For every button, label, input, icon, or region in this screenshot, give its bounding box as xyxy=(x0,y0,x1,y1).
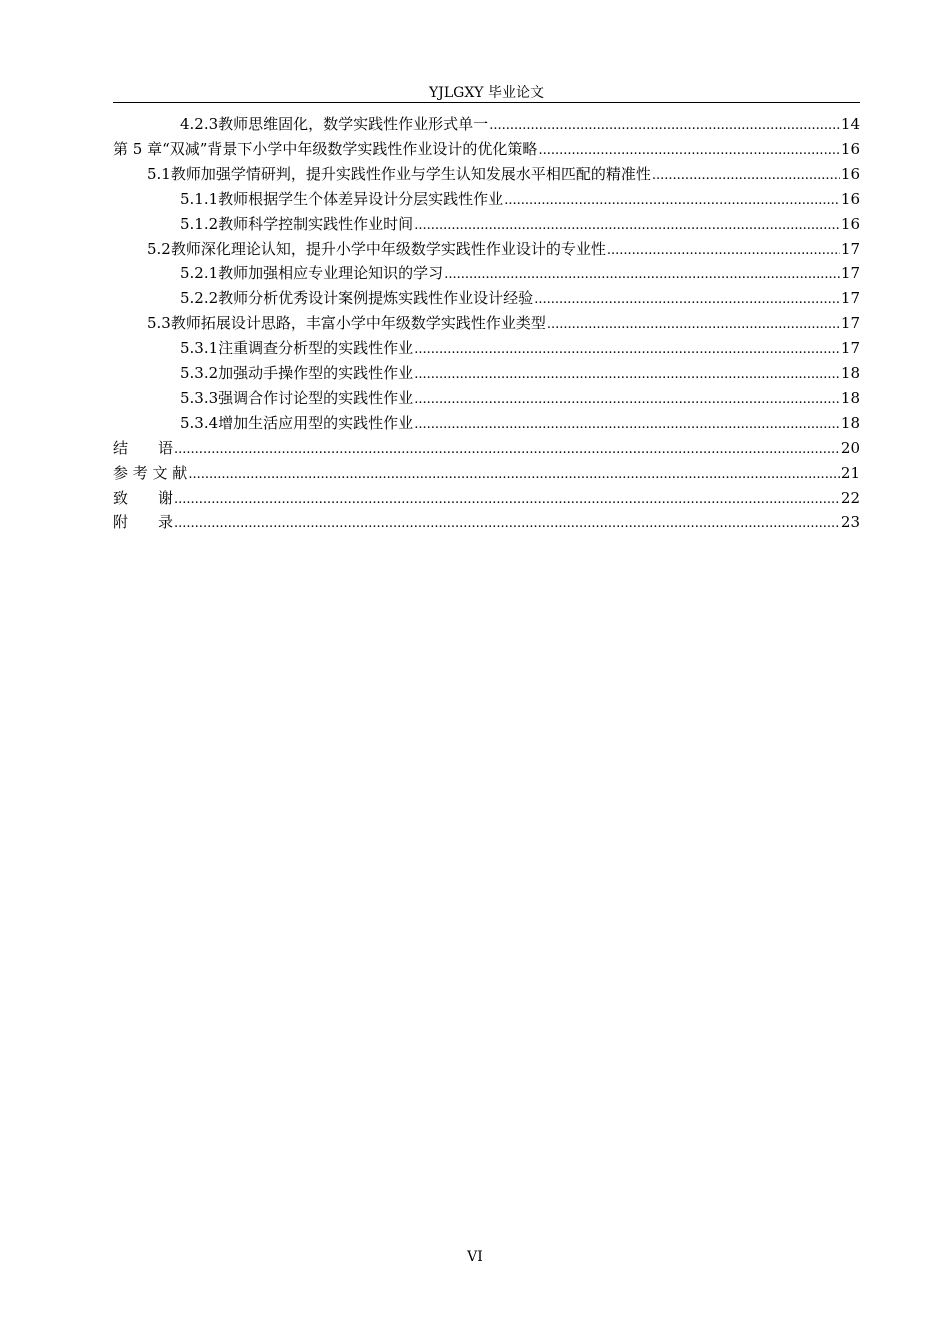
toc-dot-leader xyxy=(174,514,840,534)
toc-entry-title: 强调合作讨论型的实践性作业 xyxy=(218,388,414,407)
toc-dot-leader xyxy=(534,290,840,310)
toc-entry[interactable] xyxy=(180,338,860,358)
toc-entry-number: 4.2.3 xyxy=(180,115,219,133)
toc-entry[interactable] xyxy=(147,164,860,184)
toc-entry-page: 14 xyxy=(840,115,860,133)
page-number: VI xyxy=(467,1249,483,1265)
toc-entry[interactable] xyxy=(180,288,860,308)
toc-entry-number: 5.3.4 xyxy=(180,413,219,432)
toc-entry[interactable] xyxy=(180,114,860,134)
toc-dot-leader xyxy=(538,141,839,161)
toc-entry-page: 17 xyxy=(840,314,860,333)
toc-entry[interactable] xyxy=(180,413,860,433)
toc-entry[interactable] xyxy=(113,488,860,508)
toc-dot-leader xyxy=(547,315,840,335)
toc-entry[interactable] xyxy=(180,214,860,234)
toc-entry-number: 5.2.2 xyxy=(180,289,219,308)
toc-entry-page: 18 xyxy=(840,413,860,432)
toc-dot-leader xyxy=(414,390,840,410)
toc-entry[interactable] xyxy=(180,363,860,383)
toc-dot-leader xyxy=(607,241,840,261)
toc-entry-title: 结 语 xyxy=(113,438,174,457)
toc-entry-page: 18 xyxy=(840,388,860,407)
toc-entry-title: 致 谢 xyxy=(113,488,174,507)
toc-entry-page: 17 xyxy=(840,264,860,283)
toc-entry[interactable] xyxy=(180,189,860,209)
toc-entry-title: “双减”背景下小学中年级数学实践性作业设计的优化策略 xyxy=(162,139,538,158)
toc-entry[interactable] xyxy=(113,463,860,483)
toc-entry-title: 增加生活应用型的实践性作业 xyxy=(218,413,414,432)
toc-entry-page: 21 xyxy=(840,463,860,482)
toc-entry[interactable] xyxy=(113,139,860,159)
toc-dot-leader xyxy=(652,166,840,186)
toc-dot-leader xyxy=(444,265,840,285)
toc-entry-page: 22 xyxy=(840,488,860,507)
toc-entry-page: 16 xyxy=(840,164,860,183)
toc-entry-number: 5.2 xyxy=(147,239,171,258)
toc-entry-title: 教师加强学情研判，提升实践性作业与学生认知发展水平相匹配的精准性 xyxy=(170,164,651,183)
toc-entry-number: 5.2.1 xyxy=(180,264,219,283)
toc-entry[interactable] xyxy=(147,239,860,259)
toc-dot-leader xyxy=(414,365,840,385)
toc-entry-number: 5.1.2 xyxy=(180,214,219,233)
toc-entry[interactable] xyxy=(113,512,860,532)
toc-entry-title: 加强动手操作型的实践性作业 xyxy=(218,364,414,382)
toc-entry-title: 教师科学控制实践性作业时间 xyxy=(218,214,414,233)
page-header: YJLGXY 毕业论文 xyxy=(429,85,544,101)
toc-entry-number: 5.1.1 xyxy=(180,189,219,208)
toc-entry-page: 16 xyxy=(840,214,860,233)
header-rule xyxy=(113,102,860,103)
toc-dot-leader xyxy=(414,340,840,360)
toc-entry-page: 16 xyxy=(840,139,860,158)
toc-entry-title: 参 考 文 献 xyxy=(113,463,188,482)
toc-entry-number: 5.3.3 xyxy=(180,388,219,407)
toc-entry-number: 5.3.1 xyxy=(180,339,219,358)
toc-dot-leader xyxy=(174,440,840,460)
toc-dot-leader xyxy=(504,191,840,211)
toc-entry[interactable] xyxy=(180,388,860,408)
toc-entry-page: 23 xyxy=(840,513,860,532)
toc-dot-leader xyxy=(414,216,840,236)
toc-entry-number: 5.3 xyxy=(147,314,171,333)
toc-entry-title: 教师分析优秀设计案例提炼实践性作业设计经验 xyxy=(218,289,534,308)
toc-entry-page: 20 xyxy=(840,438,860,457)
toc-entry-title: 教师思维固化，数学实践性作业形式单一 xyxy=(218,115,489,133)
toc-entry-page: 16 xyxy=(840,189,860,208)
toc-entry-title: 教师深化理论认知，提升小学中年级数学实践性作业设计的专业性 xyxy=(170,239,606,258)
toc-entry-number: 第 5 章 xyxy=(113,139,163,158)
toc-entry[interactable] xyxy=(180,263,860,283)
toc-entry-title: 教师拓展设计思路，丰富小学中年级数学实践性作业类型 xyxy=(170,314,546,333)
toc-entry-number: 5.3.2 xyxy=(180,364,219,382)
toc-entry-page: 17 xyxy=(840,239,860,258)
toc-entry-page: 18 xyxy=(840,364,860,382)
toc-entry-page: 17 xyxy=(840,339,860,358)
toc-entry-title: 附 录 xyxy=(113,513,174,532)
toc-entry[interactable] xyxy=(147,313,860,333)
toc-dot-leader xyxy=(489,116,840,136)
toc-entry[interactable] xyxy=(113,438,860,458)
toc-dot-leader xyxy=(414,415,840,435)
toc-entry-number: 5.1 xyxy=(147,164,171,183)
toc-dot-leader xyxy=(188,465,840,485)
toc-entry-title: 教师加强相应专业理论知识的学习 xyxy=(218,264,444,283)
toc-entry-title: 注重调查分析型的实践性作业 xyxy=(218,339,414,358)
toc-entry-title: 教师根据学生个体差异设计分层实践性作业 xyxy=(218,189,504,208)
toc-entry-page: 17 xyxy=(840,289,860,308)
toc-dot-leader xyxy=(174,490,840,510)
